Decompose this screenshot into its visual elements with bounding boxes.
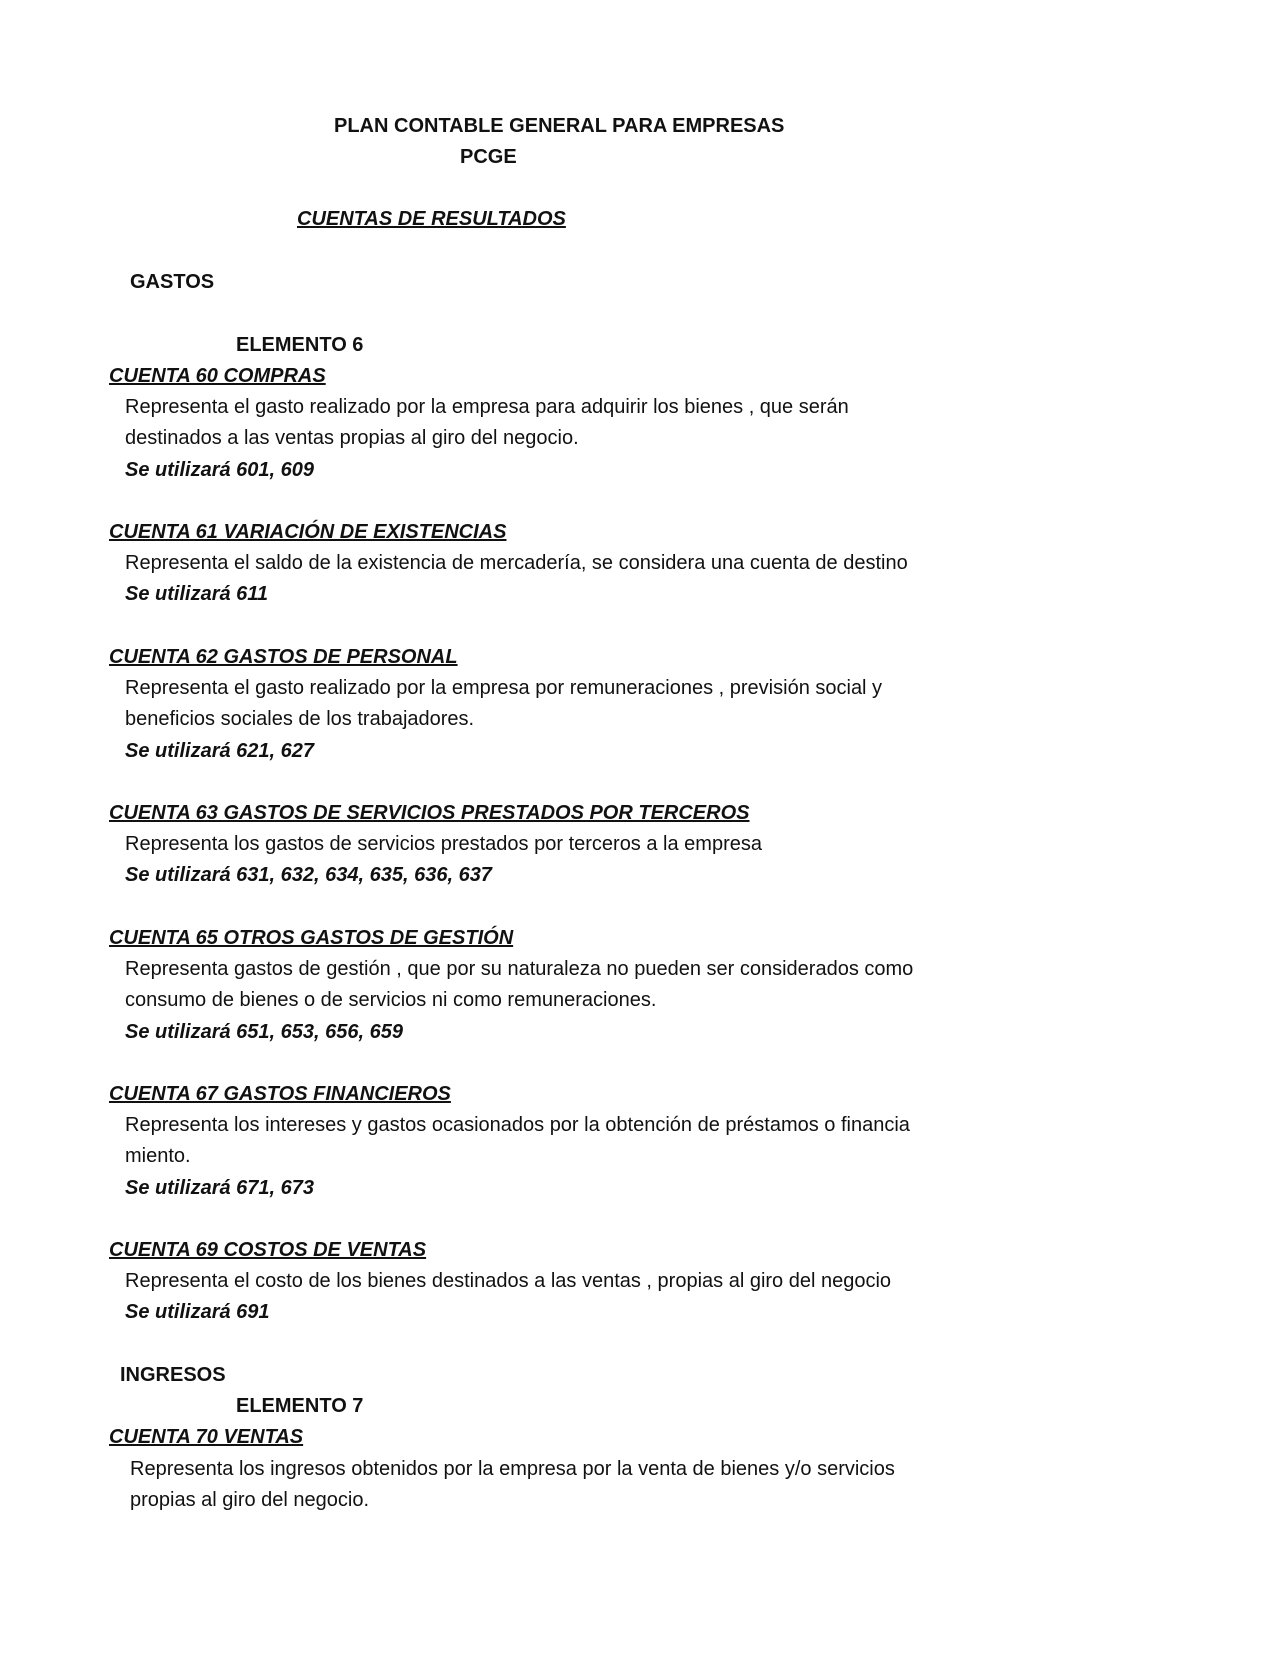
account-63-title: CUENTA 63 GASTOS DE SERVICIOS PRESTADOS POR TERCEROS [109, 802, 750, 824]
elemento-6-heading: ELEMENTO 6 [236, 334, 364, 356]
account-61-desc-line1: Representa el saldo de la existencia de mercadería, se considera una cuenta de destino [125, 552, 908, 574]
account-65-title: CUENTA 65 OTROS GASTOS DE GESTIÓN [109, 927, 514, 949]
account-62-title: CUENTA 62 GASTOS DE PERSONAL [109, 646, 458, 668]
account-69-title: CUENTA 69 COSTOS DE VENTAS [109, 1239, 427, 1261]
account-65-desc-line2: consumo de bienes o de servicios ni como remuneraciones. [125, 989, 657, 1011]
account-69-use: Se utilizará 691 [125, 1301, 270, 1323]
page-title: PLAN CONTABLE GENERAL PARA EMPRESAS [334, 115, 785, 137]
account-63-use: Se utilizará 631, 632, 634, 635, 636, 637 [125, 864, 492, 886]
account-67-desc-line2: miento. [125, 1145, 191, 1167]
account-70-title: CUENTA 70 VENTAS [109, 1426, 304, 1448]
account-63-desc-line1: Representa los gastos de servicios prestados por terceros a la empresa [125, 833, 762, 855]
account-61-title: CUENTA 61 VARIACIÓN DE EXISTENCIAS [109, 521, 507, 543]
account-70-desc-line2: propias al giro del negocio. [130, 1489, 370, 1511]
account-62-use: Se utilizará 621, 627 [125, 740, 315, 762]
account-61-use: Se utilizará 611 [125, 583, 269, 605]
account-65-desc-line1: Representa gastos de gestión , que por su naturaleza no pueden ser considerados como [125, 958, 914, 980]
account-67-title: CUENTA 67 GASTOS FINANCIEROS [109, 1083, 451, 1105]
account-60-desc-line1: Representa el gasto realizado por la empresa para adquirir los bienes , que serán [125, 396, 849, 418]
account-69-desc-line1: Representa el costo de los bienes destinados a las ventas , propias al giro del negocio [125, 1270, 892, 1292]
account-62-desc-line2: beneficios sociales de los trabajadores. [125, 708, 475, 730]
account-60-use: Se utilizará 601, 609 [125, 459, 315, 481]
account-67-desc-line1: Representa los intereses y gastos ocasionados por la obtención de préstamos o financia [125, 1114, 910, 1136]
elemento-7-heading: ELEMENTO 7 [236, 1395, 364, 1417]
account-67-use: Se utilizará 671, 673 [125, 1177, 315, 1199]
page-subtitle: PCGE [460, 146, 517, 168]
account-62-desc-line1: Representa el gasto realizado por la empresa por remuneraciones , previsión social y [125, 677, 883, 699]
account-60-desc-line2: destinados a las ventas propias al giro del negocio. [125, 427, 579, 449]
gastos-heading: GASTOS [130, 271, 215, 293]
account-65-use: Se utilizará 651, 653, 656, 659 [125, 1021, 403, 1043]
account-70-desc-line1: Representa los ingresos obtenidos por la empresa por la venta de bienes y/o servicios [130, 1458, 895, 1480]
ingresos-heading: INGRESOS [120, 1364, 226, 1386]
section-title: CUENTAS DE RESULTADOS [297, 208, 566, 230]
account-60-title: CUENTA 60 COMPRAS [109, 365, 326, 387]
